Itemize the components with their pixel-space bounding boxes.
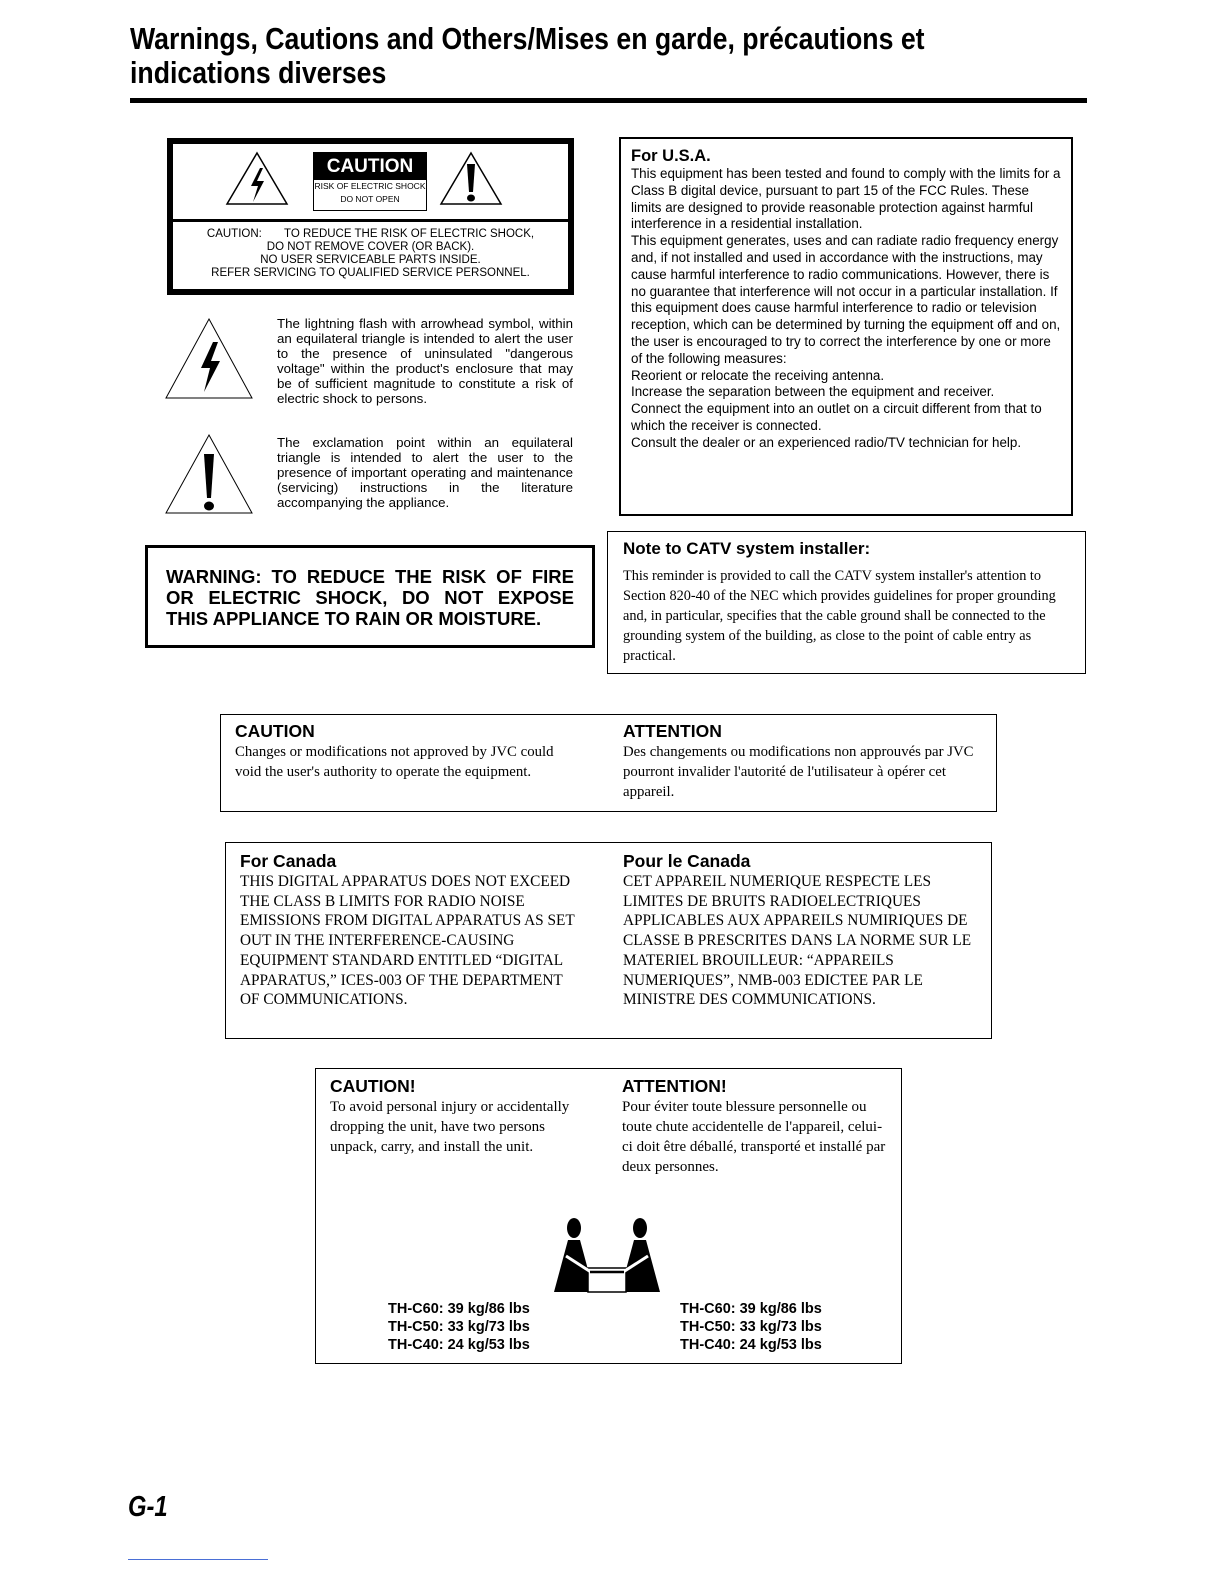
exclamation-warning-icon (439, 150, 503, 206)
weights-english (388, 1300, 530, 1354)
caution-label (167, 138, 574, 295)
usa-measure-4: Consult the dealer or an experienced radio/TV technician for help. (631, 434, 1022, 450)
weights-french (680, 1300, 822, 1354)
caution-label-text (173, 228, 568, 280)
usa-heading: For U.S.A. (631, 147, 711, 165)
title-rule (130, 98, 1087, 103)
lightning-warning-icon (225, 150, 289, 206)
caution-badge-heading: CAUTION (314, 153, 426, 180)
caution-label-line-1: CAUTION: TO REDUCE THE RISK OF ELECTRIC SHOCK, (206, 228, 535, 240)
usa-measure-1: Reorient or relocate the receiving antenna. (631, 367, 885, 383)
catv-notice-box (607, 531, 1086, 674)
caution-label-band (173, 144, 568, 222)
weight-row: TH-C40: 24 kg/53 lbs (388, 1337, 530, 1353)
page-title-line-1: Warnings, Cautions and Others/Mises en garde, précautions et (130, 21, 925, 56)
lightning-symbol-text: The lightning flash with arrowhead symbol, within an equilateral triangle is intended to alert the user to the presence of uninsulated "dangerous voltage" within the product's enclosure that may be of sufficient magnitude to constitute a risk of electric shock to persons. (277, 316, 573, 406)
jvc-attention-text: Des changements ou modifications non approuvés par JVC pourront invalider l'autorité de l'utilisateur à opérer cet appareil. (623, 744, 974, 800)
canada-text: THIS DIGITAL APPARATUS DOES NOT EXCEED THE CLASS B LIMITS FOR RADIO NOISE EMISSIONS FROM DIGITAL APPARATUS AS SET OUT IN THE INTERFERENCE-CAUSING EQUIPMENT STANDARD ENTITLED “DIGITAL APPARATUS,” ICES-003 OF THE DEPARTMENT OF COMMUNICATIONS. (240, 873, 575, 1009)
caution-badge-subtitle-1: RISK OF ELECTRIC SHOCK (314, 181, 426, 191)
page-number: G-1 (128, 1491, 168, 1523)
usa-measure-2: Increase the separation between the equipment and receiver. (631, 384, 995, 400)
weight-row: TH-C60: 39 kg/86 lbs (388, 1301, 530, 1317)
page-title-line-2: indications diverses (130, 55, 387, 90)
catv-heading: Note to CATV system installer: (623, 539, 871, 558)
catv-text: This reminder is provided to call the CATV system installer's attention to Section 820-40 of the NEC which provides guidelines for proper grounding and, in particular, specifies that the cable ground shall be connected to the grounding system of the building, as close to the point of cable entry as practical. (623, 568, 1056, 664)
caution-badge (313, 152, 427, 211)
caution-label-line-4: REFER SERVICING TO QUALIFIED SERVICE PERSONNEL. (211, 267, 530, 279)
footer-rule (128, 1559, 268, 1560)
weight-row: TH-C50: 33 kg/73 lbs (388, 1319, 530, 1335)
caution-badge-subtitle-2: DO NOT OPEN (340, 194, 400, 204)
exclamation-symbol-text: The exclamation point within an equilateral triangle is intended to alert the user to the presence of important operating and maintenance (servicing) instructions in the literature accompanying the appliance. (277, 435, 573, 510)
jvc-notice-english (235, 720, 575, 782)
two-person-lift-icon (552, 1216, 662, 1296)
canada-notice-box (225, 842, 992, 1039)
jvc-notice-french (623, 720, 988, 802)
usa-measure-3: Connect the equipment into an outlet on a circuit different from that to which the receiver is connected. (631, 401, 1042, 433)
jvc-notice-box (220, 714, 997, 812)
jvc-caution-text: Changes or modifications not approved by JVC could void the user's authority to operate the equipment. (235, 744, 554, 780)
page-title (130, 22, 973, 90)
handling-caution-text: To avoid personal injury or accidentally dropping the unit, have two persons unpack, carry, and install the unit. (330, 1099, 570, 1155)
lightning-symbol-icon (163, 316, 255, 402)
handling-attention-heading: ATTENTION! (622, 1076, 727, 1096)
canada-notice-french (623, 850, 985, 1010)
usa-notice-box (619, 137, 1073, 516)
weight-row: TH-C40: 24 kg/53 lbs (680, 1337, 822, 1353)
canada-heading: For Canada (240, 851, 337, 871)
warning-box: WARNING: TO REDUCE THE RISK OF FIRE OR ELECTRIC SHOCK, DO NOT EXPOSE THIS APPLIANCE TO RAIN OR MOISTURE. (145, 545, 595, 648)
exclamation-symbol-icon (163, 432, 255, 516)
weight-row: TH-C60: 39 kg/86 lbs (680, 1301, 822, 1317)
handling-notice-english (330, 1075, 595, 1157)
jvc-attention-heading: ATTENTION (623, 721, 722, 741)
jvc-caution-heading: CAUTION (235, 721, 315, 741)
handling-notice-french (622, 1075, 892, 1177)
handling-notice-box (315, 1068, 902, 1364)
weight-row: TH-C50: 33 kg/73 lbs (680, 1319, 822, 1335)
canada-french-heading: Pour le Canada (623, 851, 751, 871)
caution-label-line-3: NO USER SERVICEABLE PARTS INSIDE. (260, 254, 481, 266)
handling-caution-heading: CAUTION! (330, 1076, 416, 1096)
usa-paragraph-1: This equipment has been tested and found to comply with the limits for a Class B digital device, pursuant to part 15 of the FCC Rules. These limits are designed to provide reasonable protection against harmful interference in a residential installation. (631, 166, 1061, 232)
canada-notice-english (240, 850, 585, 1010)
canada-french-text: CET APPAREIL NUMERIQUE RESPECTE LES LIMITES DE BRUITS RADIOELECTRIQUES APPLICABLES AUX APPAREILS NUMIRIQUES DE CLASSE B PRESCRITES DANS LA NORME SUR LE MATERIEL BROUILLEUR: “APPAREILS NUMERIQUES”, NMB-003 EDICTEE PAR LE MINISTRE DES COMMUNICATIONS. (623, 873, 972, 1009)
handling-attention-text: Pour éviter toute blessure personnelle ou toute chute accidentelle de l'appareil, celui-ci doit être déballé, transporté et installé par deux personnes. (622, 1099, 886, 1175)
caution-label-line-2: DO NOT REMOVE COVER (OR BACK). (266, 241, 475, 253)
usa-paragraph-2: This equipment generates, uses and can radiate radio frequency energy and, if not installed and used in accordance with the instructions, may cause harmful interference to radio communications. However, there is no guarantee that interference will not occur in a particular installation. If this equipment does cause harmful interference to radio or television reception, which can be determined by turning the equipment off and on, the user is encouraged to try to correct the interference by one or more of the following measures: (631, 233, 1061, 366)
